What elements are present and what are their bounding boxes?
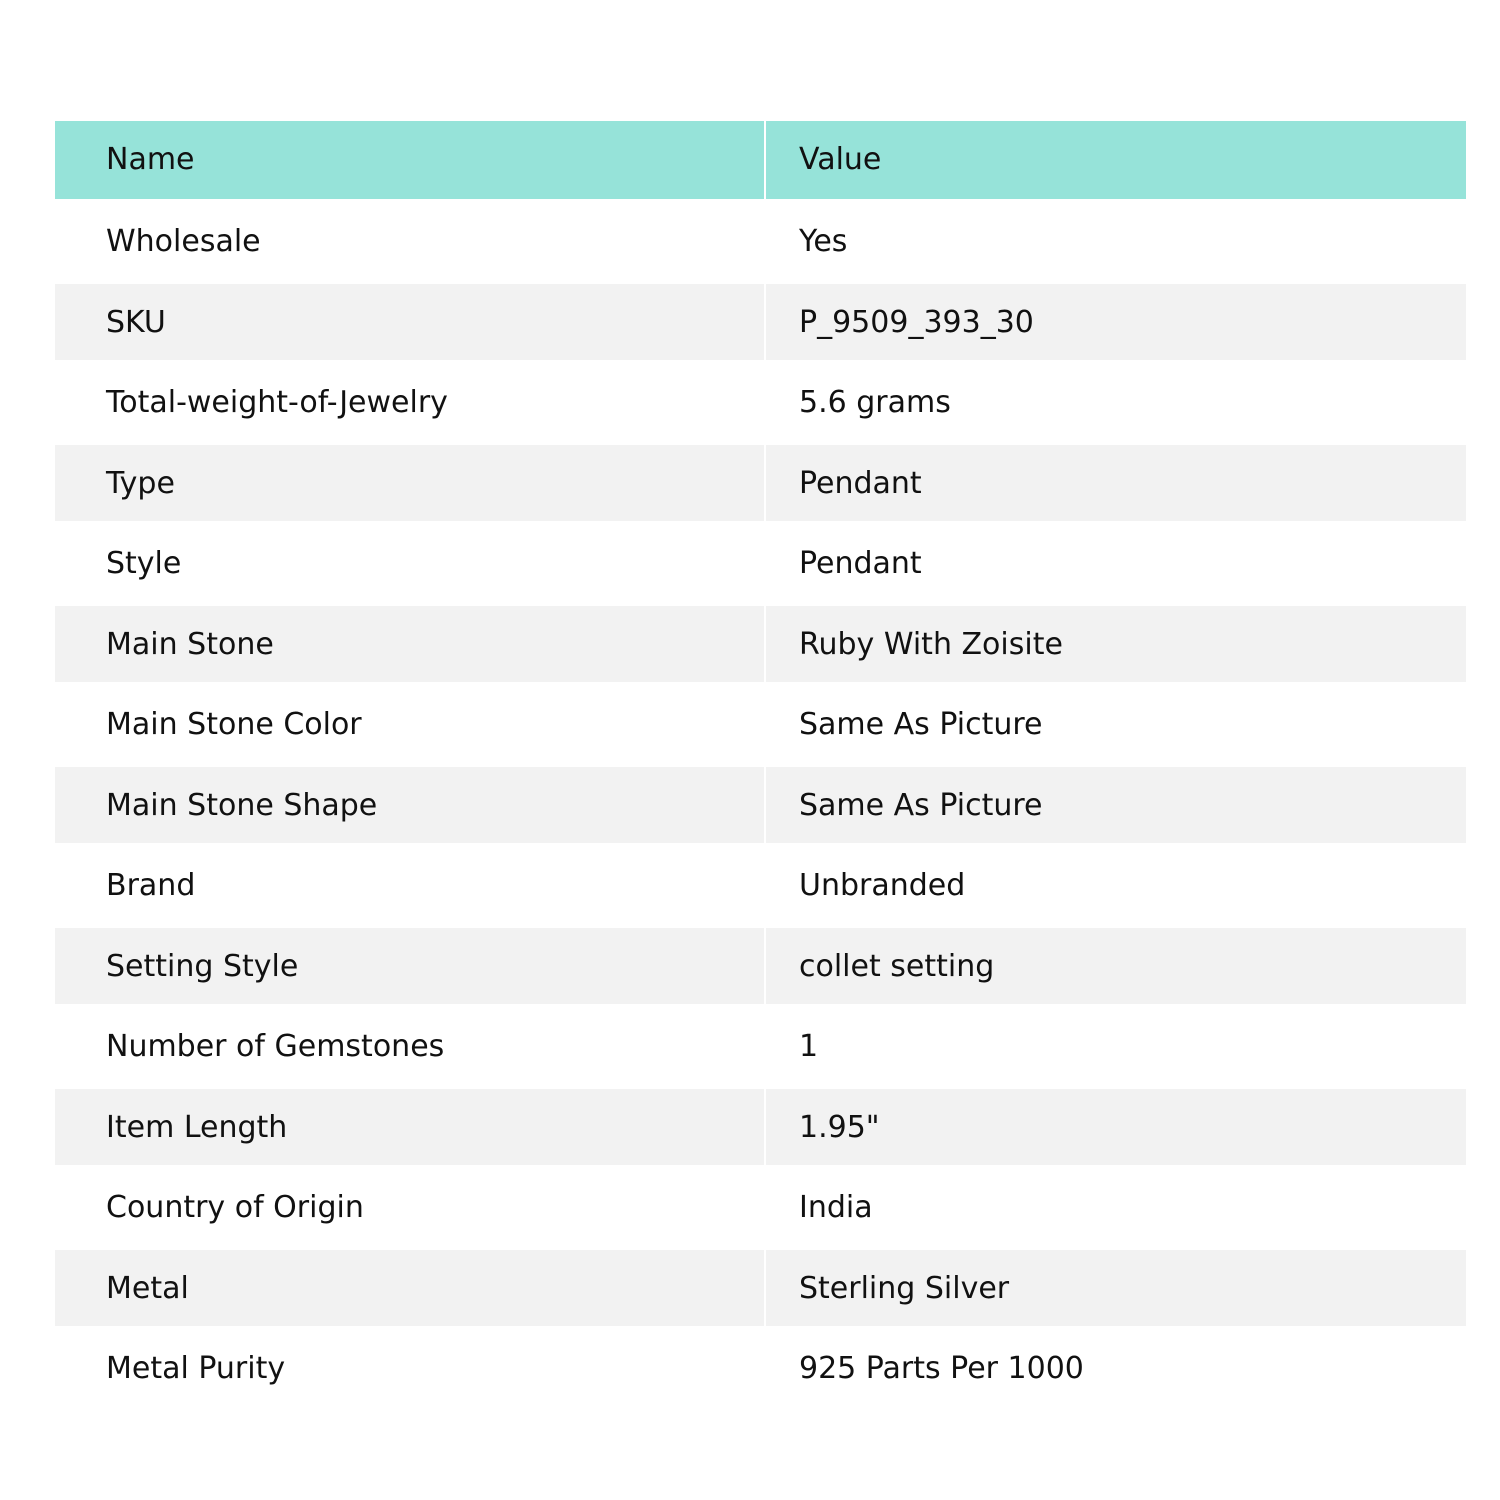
row-name-cell: Metal: [55, 1250, 766, 1326]
row-value-cell: 1: [766, 1004, 1466, 1089]
table-row: [55, 521, 1466, 606]
row-value-cell: India: [766, 1165, 1466, 1250]
row-name-cell: SKU: [55, 284, 766, 360]
row-value-cell: Yes: [766, 199, 1466, 284]
header-row: [55, 121, 1466, 199]
row-value-cell: 5.6 grams: [766, 360, 1466, 445]
row-name-cell: Total-weight-of-Jewelry: [55, 360, 766, 445]
row-value-cell: Pendant: [766, 445, 1466, 521]
table-row: [55, 1165, 1466, 1250]
table-row: [55, 843, 1466, 928]
table-row: [55, 928, 1466, 1004]
specifications-table: [55, 121, 1466, 1411]
row-value-cell: P_9509_393_30: [766, 284, 1466, 360]
table-row: [55, 1089, 1466, 1165]
table-header: [55, 121, 1466, 199]
row-value-cell: 1.95": [766, 1089, 1466, 1165]
row-value-cell: Unbranded: [766, 843, 1466, 928]
row-value-cell: Pendant: [766, 521, 1466, 606]
table-row: [55, 1326, 1466, 1411]
table-body: [55, 199, 1466, 1411]
row-value-cell: collet setting: [766, 928, 1466, 1004]
table-row: [55, 606, 1466, 682]
table-row: [55, 1004, 1466, 1089]
row-name-cell: Main Stone: [55, 606, 766, 682]
row-name-cell: Brand: [55, 843, 766, 928]
row-value-cell: Same As Picture: [766, 682, 1466, 767]
table-row: [55, 445, 1466, 521]
row-name-cell: Metal Purity: [55, 1326, 766, 1411]
column-header-name: Name: [55, 121, 766, 199]
table-row: [55, 360, 1466, 445]
row-name-cell: Type: [55, 445, 766, 521]
row-value-cell: Sterling Silver: [766, 1250, 1466, 1326]
row-value-cell: Ruby With Zoisite: [766, 606, 1466, 682]
row-name-cell: Number of Gemstones: [55, 1004, 766, 1089]
row-name-cell: Item Length: [55, 1089, 766, 1165]
row-name-cell: Country of Origin: [55, 1165, 766, 1250]
row-name-cell: Wholesale: [55, 199, 766, 284]
row-value-cell: Same As Picture: [766, 767, 1466, 843]
table-row: [55, 682, 1466, 767]
table-row: [55, 767, 1466, 843]
table-row: [55, 1250, 1466, 1326]
row-name-cell: Main Stone Color: [55, 682, 766, 767]
column-header-value: Value: [766, 121, 1466, 199]
table-row: [55, 284, 1466, 360]
table-row: [55, 199, 1466, 284]
row-name-cell: Setting Style: [55, 928, 766, 1004]
row-value-cell: 925 Parts Per 1000: [766, 1326, 1466, 1411]
row-name-cell: Style: [55, 521, 766, 606]
row-name-cell: Main Stone Shape: [55, 767, 766, 843]
